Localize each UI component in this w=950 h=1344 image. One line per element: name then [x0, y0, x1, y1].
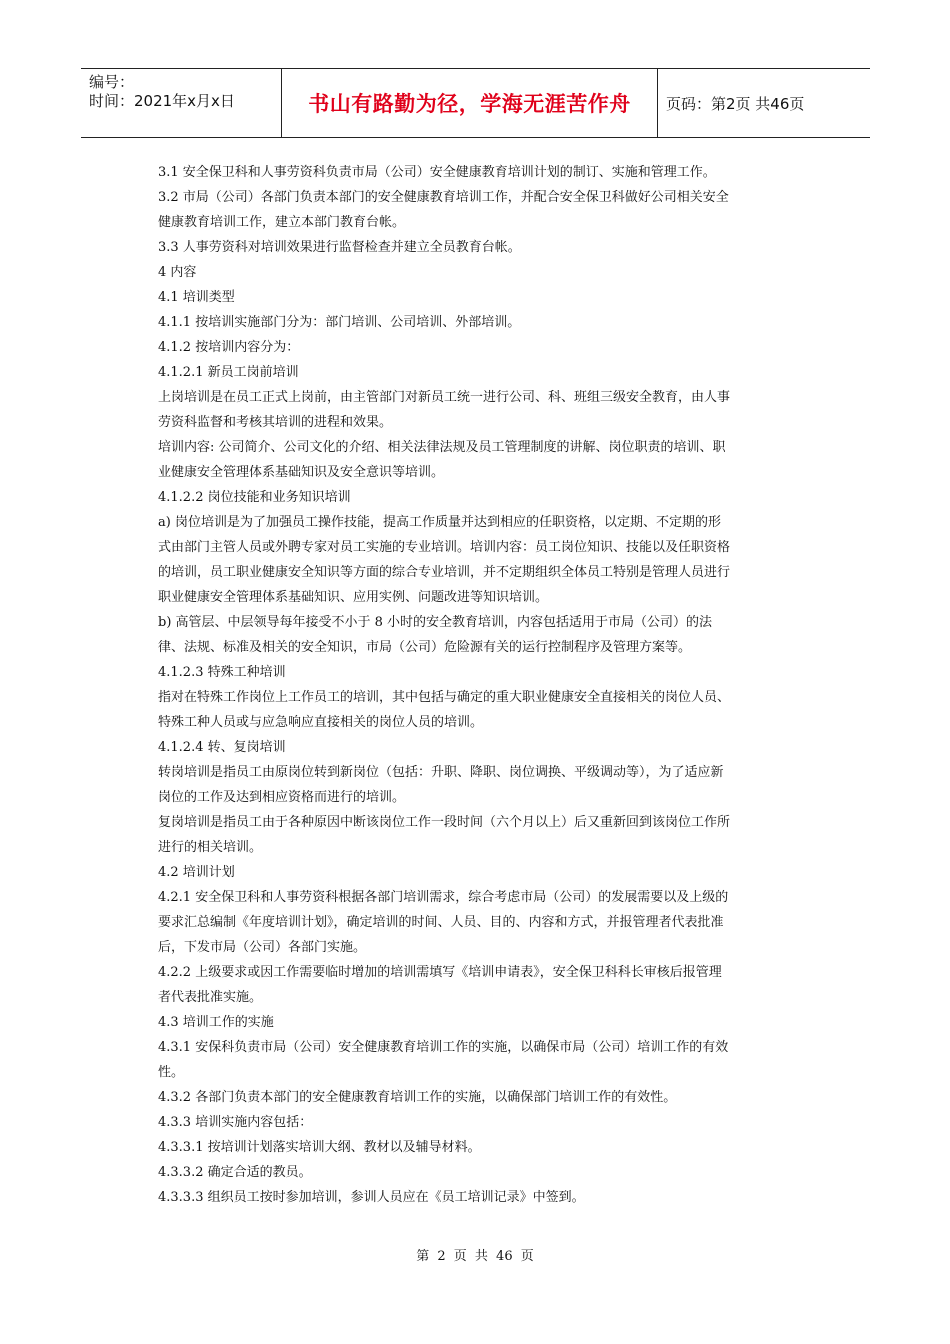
header-meta-cell	[81, 69, 282, 137]
body-line: 4.3.3 培训实施内容包括：	[158, 1115, 313, 1130]
header-page-info: 页码：第2页 共46页	[666, 94, 805, 113]
body-line: 职业健康安全管理体系基础知识、应用实例、问题改进等知识培训。	[158, 590, 549, 605]
body-line: 要求汇总编制《年度培训计划》，确定培训的时间、人员、目的、内容和方式，并报管理者代表批准	[158, 915, 724, 930]
body-line: a) 岗位培训是为了加强员工操作技能，提高工作质量并达到相应的任职资格，以定期、不定期的形	[158, 515, 721, 530]
body-line: 4.1.2.1 新员工岗前培训	[158, 365, 299, 380]
body-line: 4.2.2 上级要求或因工作需要临时增加的培训需填写《培训申请表》，安全保卫科科长审核后报管理	[158, 965, 722, 980]
body-line: 进行的相关培训。	[158, 840, 263, 855]
header-motto-cell	[282, 69, 658, 137]
body-line: 3.3 人事劳资科对培训效果进行监督检查并建立全员教育台帐。	[158, 240, 521, 255]
body-line: 岗位的工作及达到相应资格而进行的培训。	[158, 790, 406, 805]
body-line: 4.1.2 按培训内容分为：	[158, 340, 300, 355]
body-line: 式由部门主管人员或外聘专家对员工实施的专业培训。培训内容：员工岗位知识、技能以及任职资格	[158, 540, 731, 555]
body-line: 3.1 安全保卫科和人事劳资科负责市局（公司）安全健康教育培训计划的制订、实施和管理工作。	[158, 165, 716, 180]
body-line: 4.3.3.1 按培训计划落实培训大纲、教材以及辅导材料。	[158, 1140, 481, 1155]
body-line: 4.1.1 按培训实施部门分为：部门培训、公司培训、外部培训。	[158, 315, 521, 330]
body-line: 复岗培训是指员工由于各种原因中断该岗位工作一段时间（六个月以上）后又重新回到该岗位工作所	[158, 815, 731, 830]
body-line: 律、法规、标准及相关的安全知识，市局（公司）危险源有关的运行控制程序及管理方案等。	[158, 640, 692, 655]
header-page-cell	[658, 69, 870, 137]
document-number-label: 编号：	[89, 73, 135, 91]
document-body	[158, 160, 793, 1210]
body-line: 的培训，员工职业健康安全知识等方面的综合专业培训，并不定期组织全体员工特别是管理人员进行	[158, 565, 731, 580]
body-line: 4.3.3.3 组织员工按时参加培训，参训人员应在《员工培训记录》中签到。	[158, 1190, 585, 1205]
body-line: 4.1.2.2 岗位技能和业务知识培训	[158, 490, 351, 505]
body-line: 4.3 培训工作的实施	[158, 1015, 274, 1030]
body-line: 4.1 培训类型	[158, 290, 235, 305]
header-motto: 书山有路勤为径，学海无涯苦作舟	[308, 92, 631, 116]
document-time-label: 时间：2021年x月x日	[89, 92, 235, 110]
body-line: 健康教育培训工作，建立本部门教育台帐。	[158, 215, 406, 230]
body-line: 性。	[158, 1065, 185, 1080]
body-line: 转岗培训是指员工由原岗位转到新岗位（包括：升职、降职、岗位调换、平级调动等），为了适应新	[158, 765, 724, 780]
body-line: 4.3.2 各部门负责本部门的安全健康教育培训工作的实施，以确保部门培训工作的有效性。	[158, 1090, 677, 1105]
body-line: 4.2.1 安全保卫科和人事劳资科根据各部门培训需求，综合考虑市局（公司）的发展需要以及上级的	[158, 890, 729, 905]
body-line: 者代表批准实施。	[158, 990, 263, 1005]
page-header	[81, 68, 870, 138]
body-line: 3.2 市局（公司）各部门负责本部门的安全健康教育培训工作，并配合安全保卫科做好公司相关安全	[158, 190, 729, 205]
body-line: b) 高管层、中层领导每年接受不小于 8 小时的安全教育培训，内容包括适用于市局（公司）的法	[158, 615, 713, 630]
body-line: 指对在特殊工作岗位上工作员工的培训，其中包括与确定的重大职业健康安全直接相关的岗位人员、	[158, 690, 731, 705]
body-line: 4.1.2.3 特殊工种培训	[158, 665, 286, 680]
body-line: 特殊工种人员或与应急响应直接相关的岗位人员的培训。	[158, 715, 484, 730]
body-line: 4 内容	[158, 265, 197, 280]
body-line: 后，下发市局（公司）各部门实施。	[158, 940, 367, 955]
body-line: 上岗培训是在员工正式上岗前，由主管部门对新员工统一进行公司、科、班组三级安全教育，由人事	[158, 390, 731, 405]
body-line: 4.3.1 安保科负责市局（公司）安全健康教育培训工作的实施，以确保市局（公司）培训工作的有效	[158, 1040, 729, 1055]
body-line: 业健康安全管理体系基础知识及安全意识等培训。	[158, 465, 445, 480]
body-line: 4.1.2.4 转、复岗培训	[158, 740, 286, 755]
body-line: 劳资科监督和考核其培训的进程和效果。	[158, 415, 393, 430]
body-line: 4.2 培训计划	[158, 865, 235, 880]
page-footer: 第 2 页 共 46 页	[416, 1249, 534, 1264]
body-line: 培训内容: 公司简介、公司文化的介绍、相关法律法规及员工管理制度的讲解、岗位职责的培训、职	[158, 440, 726, 455]
body-line: 4.3.3.2 确定合适的教员。	[158, 1165, 312, 1180]
